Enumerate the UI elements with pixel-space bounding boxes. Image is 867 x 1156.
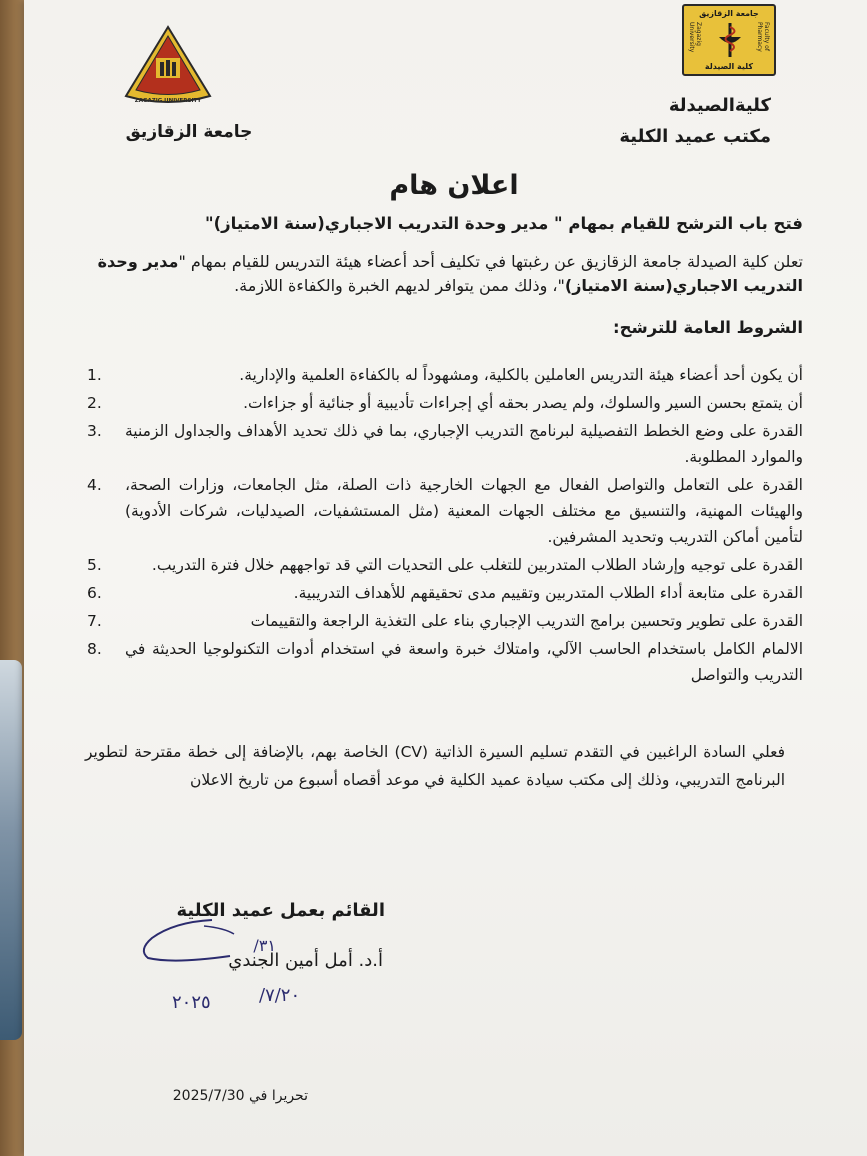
handwritten-note-3: ٣١/ [253,936,276,955]
condition-text: القدرة على توجيه وإرشاد الطلاب المتدربين للتغلب على التحديات التي قد تواجههم خلال فترة التدريب. [151,556,803,574]
announcement-title: اعلان هام [389,170,519,201]
pharmacy-logo-left-text: Zagazig University [688,22,702,53]
signer-title: القائم بعمل عميد الكلية [176,900,385,921]
pharmacy-logo-top-text: جامعة الزقازيق [699,9,759,18]
condition-item [83,552,803,578]
intro-start: تعلن كلية الصيدلة جامعة الزقازيق عن رغبتها في تكليف أحد أعضاء هيئة التدريس للقيام بمهام " [178,252,803,271]
bowl-of-hygieia-icon [715,21,745,59]
condition-number: 3. [87,422,102,440]
condition-item [83,390,803,416]
announcement-subtitle: فتح باب الترشح للقيام بمهام " مدير وحدة التدريب الاجباري(سنة الامتياز)" [205,214,803,233]
zagazig-university-logo-icon [122,24,214,106]
condition-number: 6. [87,584,102,602]
condition-item [83,636,803,688]
condition-text: الالمام الكامل باستخدام الحاسب الآلي، وامتلاك خبرة واسعة في استخدام أدوات التكنولوجيا الحديثة في التدريب والتواصل [125,640,803,684]
condition-number: 8. [87,640,102,658]
condition-text: القدرة على متابعة أداء الطلاب المتدربين وتقييم مدى تحقيقهم للأهداف التدريبية. [293,584,803,602]
handwritten-year: ٢٠٢٥ [172,992,211,1013]
faculty-of-pharmacy-logo-icon [682,4,776,76]
condition-number: 5. [87,556,102,574]
condition-number: 7. [87,612,102,630]
condition-text: أن يتمتع بحسن السير والسلوك، ولم يصدر بحقه أي إجراءات تأديبية أو جنائية أو جزاءات. [243,394,803,412]
pharmacy-logo-bottom-text: كلية الصيدلة [704,62,754,71]
condition-item [83,608,803,634]
condition-number: 2. [87,394,102,412]
conditions-list [83,362,803,690]
intro-bold: مدير وحدة التدريب الاجباري(سنة الامتياز) [97,252,803,295]
intro-end: "، وذلك ممن يتوافر لديهم الخبرة والكفاءة اللازمة. [234,276,565,295]
faculty-name: كلية‌الصيدلة [668,95,771,116]
signer-name: أ.د. أمل أمين الجندي [228,950,383,971]
condition-item [83,472,803,550]
university-name: جامعة الزقازيق [125,122,253,142]
announcement-intro [83,250,803,298]
conditions-title: الشروط العامة للترشح: [612,318,803,337]
condition-number: 4. [87,476,102,494]
condition-item [83,418,803,470]
handwritten-date: /٧/٢٠ [259,985,301,1006]
condition-number: 1. [87,366,102,384]
desk-object [0,660,22,1040]
condition-text: القدرة على وضع الخطط التفصيلية لبرنامج التدريب الإجباري، بما في ذلك تحديد الأهداف والجداول الزمنية والموارد المطلوبة. [125,422,803,466]
condition-text: القدرة على تطوير وتحسين برامج التدريب الإجباري بناء على التغذية الراجعة والتقييمات [250,612,803,630]
condition-item [83,580,803,606]
pharmacy-logo-right-text: Faculty of Pharmacy [756,22,770,52]
condition-text: القدرة على التعامل والتواصل الفعال مع الجهات الخارجية ذات الصلة، مثل الجامعات، وزارات الصحة، والهيئات المهنية، والتنسيق مع مختلف الجهات المعنية (مثل المستشفيات، الصيدليات، شركات الأدوية) لتأمين أماكن التدريب وتحديد المشرفين. [125,476,803,546]
issue-date: تحريرا في 2025/7/30 [172,1088,308,1104]
university-logo-text: ZAGAZIG UNIVERSITY [134,98,202,104]
condition-text: أن يكون أحد أعضاء هيئة التدريس العاملين بالكلية، ومشهوداً له بالكفاءة العلمية والإدارية. [239,366,803,384]
condition-item [83,362,803,388]
dean-office-name: مكتب عميد الكلية [619,126,771,147]
closing-paragraph: فعلي السادة الراغبين في التقدم تسليم السيرة الذاتية (CV) الخاصة بهم، بالإضافة إلى خطة مقترحة لتطوير البرنامج التدريبي، وذلك إلى مكتب سيادة عميد الكلية في موعد أقصاه أسبوع من تاريخ الاعلان [85,743,785,789]
document-page [24,0,867,1156]
